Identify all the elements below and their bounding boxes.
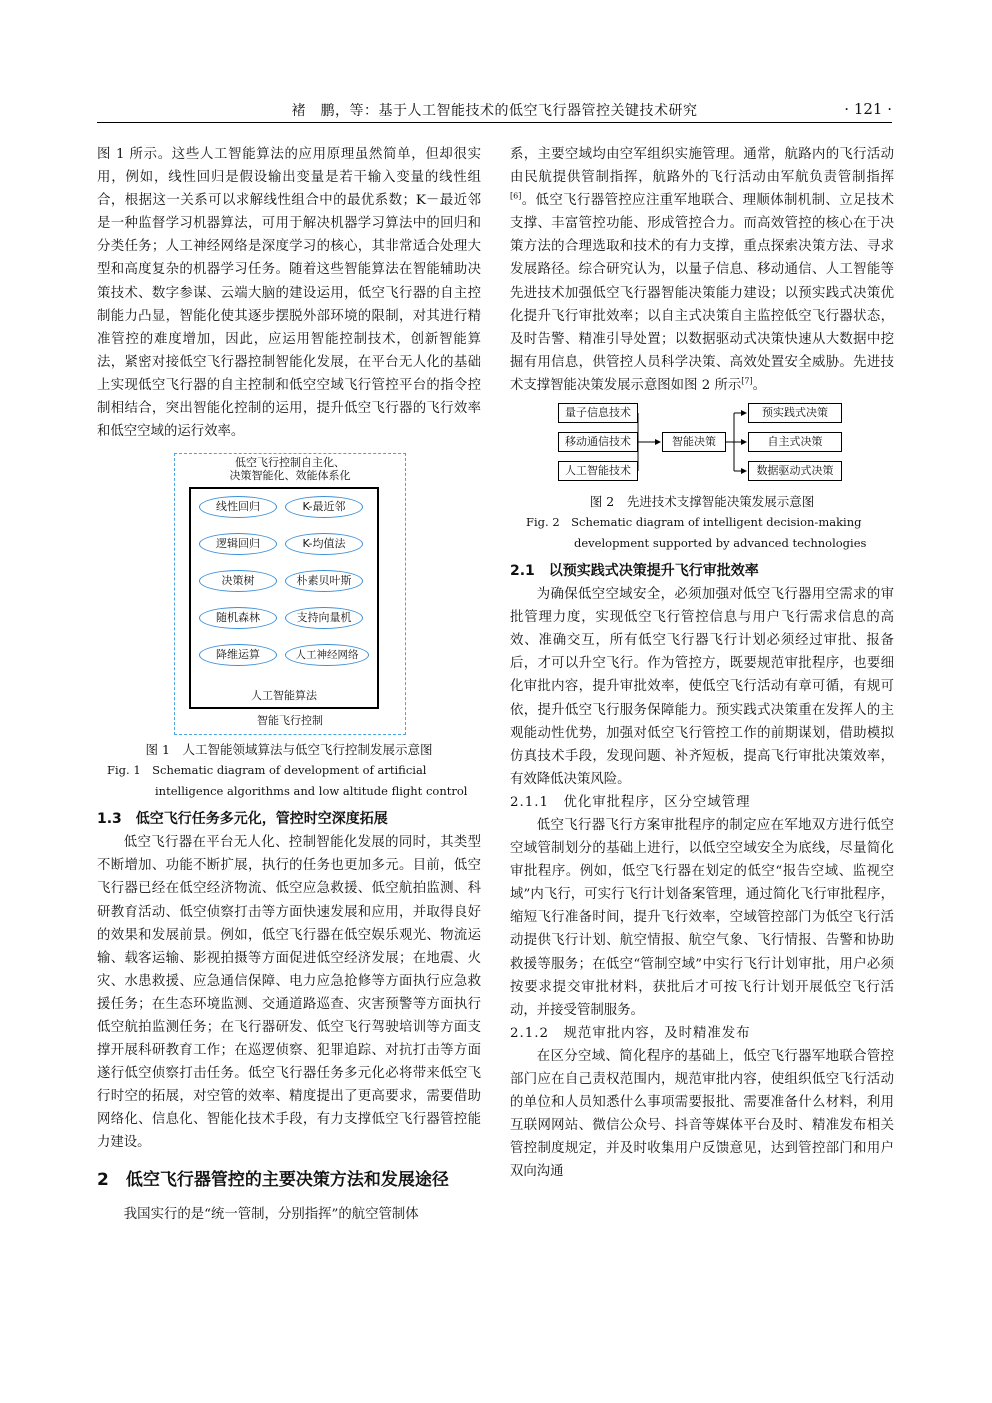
paragraph: 在区分空域、简化程序的基础上，低空飞行器军地联合管控部门应在自己责权范围内，规范审批内容，使组织低空飞行活动的单位和人员知悉什么事项需要报批、需要准备什么材料，利用互联网网站、微信公众号、抖音等媒体平台及时、精准发布相关管控制度规定，并及时收集用户反馈意见，达到管控部门和用户双向沟通 — [510, 1048, 894, 1180]
left-column — [97, 143, 481, 1226]
figure-1-top-label — [175, 456, 405, 482]
algo-kmeans: K-均值法 — [285, 533, 363, 555]
algo-svm: 支持向量机 — [285, 607, 363, 629]
text-run: 。 — [752, 377, 767, 393]
section-heading: 2 低空飞行器管控的主要决策方法和发展途径 — [97, 1169, 449, 1190]
paragraph: 图 1 所示。这些人工智能算法的应用原理虽然简单，但却很实用，例如，线性回归是假设输出变量是若干输入变量的线性组合，根据这一关系可以求解线性组合中的最优系数；K－最近邻是一种监督学习机器算法，可用于解决机器学习算法中的回归和分类任务；人工神经网络是深度学习的核心，其非常适合处理大型和高度复杂的机器学习任务。随着这些智能算法在智能辅助决策技术、数字参谋、云端大脑的建设运用，低空飞行器的自主控制能力凸显，智能化使其逐步摆脱外部环境的限制，对其进行精准管控的难度增加，因此，应运用智能控制技术，创新智能算法，紧密对接低空飞行器控制智能化发展，在平台无人化的基础上实现低空飞行器的自主控制和低空空域飞行管控平台的指令控制相结合，突出智能化控制的运用，提升低空飞行器的飞行效率和低空空域的运行效率。 — [97, 147, 481, 440]
page-number: · 121 · — [844, 100, 892, 118]
algo-neural-network: 人工神经网络 — [285, 644, 369, 666]
algo-dimensionality-reduction: 降维运算 — [199, 644, 277, 666]
algo-knn: K-最近邻 — [285, 496, 363, 518]
figure-1-caption: 图 1 人工智能领域算法与低空飞行控制发展示意图 — [145, 742, 433, 758]
text-run: 。低空飞行器管控应注重军地联合、理顺体制机制、立足技术支撑、丰富管控功能、形成管控合力。而高效管控的核心在于决策方法的合理选取和技术的有力支撑，重点探索决策方法、寻求发展路径。综合研究认为，以量子信息、移动通信、人工智能等先进技术加强低空飞行器智能决策能力建设；以预实践式决策优化提升飞行审批效率；以自主式决策自主监控低空飞行器状态，及时告警、精准引导处置；以数据驱动式决策快速从大数据中挖掘有用信息，供管控人员科学决策、高效处置安全威胁。先进技术支撑智能决策发展示意图如图 2 所示 — [510, 193, 894, 393]
figure-1 — [174, 453, 406, 735]
figure-2 — [558, 403, 842, 485]
data-driven-decision-box: 数据驱动式决策 — [748, 461, 842, 481]
intelligent-flight-control-label: 智能飞行控制 — [257, 714, 323, 728]
paragraph: 我国实行的是“统一管制，分别指挥”的航空管制体 — [123, 1206, 419, 1222]
figure-2-caption-en: Fig. 2 Schematic diagram of intelligent decision-making — [526, 515, 862, 530]
ai-tech-box: 人工智能技术 — [558, 461, 638, 481]
citation[interactable]: [7] — [741, 376, 753, 386]
paragraph: 为确保低空空域安全，必须加强对低空飞行器用空需求的审批管理力度，实现低空飞行管控信息与用户飞行需求信息的高效、准确交互，所有低空飞行器飞行计划必须经过审批、报备后，才可以升空飞行。作为管控方，既要规范审批程序，也要细化审批内容，提升审批效率，使低空飞行活动有章可循，有规可依，提升低空飞行服务保障能力。预实践式决策重在发挥人的主观能动性优势，加强对低空飞行管控工作的前期谋划，借助模拟仿真技术手段，发现问题、补齐短板，提高飞行审批决策效率，有效降低决策风险。 — [510, 587, 894, 787]
algorithm-box — [189, 487, 379, 709]
paragraph: 低空飞行器在平台无人化、控制智能化发展的同时，其类型不断增加、功能不断扩展，执行的任务也更加多元。目前，低空飞行器已经在低空经济物流、低空应急救援、低空航拍监测、科研教育活动、低空侦察打击等方面快速发展和应用，并取得良好的效果和发展前景。例如，低空飞行器在低空娱乐观光、物流运输、载客运输、影视拍摄等方面促进低空经济发展；在地震、火灾、水患救援、应急通信保障、电力应急抢修等方面执行应急救援任务；在生态环境监测、交通道路巡查、灾害预警等方面执行低空航拍监测任务；在飞行器研发、低空飞行驾驶培训等方面支撑开展科研教育工作；在巡逻侦察、犯罪追踪、对抗打击等方面遂行低空侦察打击任务。低空飞行器任务多元化必将带来低空飞行时空的拓展，对空管的效率、精度提出了更高要求，需要借助网络化、信息化、智能化技术手段，有力支撑低空飞行器管控能力建设。 — [97, 835, 481, 1151]
figure-2-caption-en: development supported by advanced technologies — [574, 536, 867, 551]
running-header — [97, 98, 892, 123]
algo-decision-tree: 决策树 — [199, 570, 277, 592]
figure-2-caption: 图 2 先进技术支撑智能决策发展示意图 — [589, 494, 815, 510]
subsection-heading: 2.1.1 优化审批程序，区分空域管理 — [510, 794, 751, 810]
right-column — [510, 143, 894, 1183]
mobile-comm-box: 移动通信技术 — [558, 432, 638, 452]
running-title: 褚 鹏，等：基于人工智能技术的低空飞行器管控关键技术研究 — [291, 103, 698, 119]
algo-linear-regression: 线性回归 — [199, 496, 277, 518]
quantum-info-box: 量子信息技术 — [558, 403, 638, 423]
paragraph — [510, 143, 894, 397]
algo-logistic-regression: 逻辑回归 — [199, 533, 277, 555]
section-heading: 2.1 以预实践式决策提升飞行审批效率 — [510, 563, 759, 580]
intelligent-decision-box: 智能决策 — [662, 432, 726, 452]
algo-naive-bayes: 朴素贝叶斯 — [285, 570, 363, 592]
algo-random-forest: 随机森林 — [199, 607, 277, 629]
autonomous-decision-box: 自主式决策 — [748, 432, 842, 452]
citation[interactable]: [6] — [510, 191, 522, 201]
subsection-heading: 2.1.2 规范审批内容，及时精准发布 — [510, 1025, 751, 1041]
text-run: 系，主要空域均由空军组织实施管理。通常，航路内的飞行活动由民航提供管制指挥，航路外的飞行活动由军航负责管制指挥 — [510, 147, 894, 186]
figure-1-caption-en: intelligence algorithms and low altitude flight control — [155, 784, 468, 799]
figure-1-caption-en: Fig. 1 Schematic diagram of development of artificial — [107, 763, 427, 778]
section-heading: 1.3 低空飞行任务多元化，管控时空深度拓展 — [97, 811, 388, 828]
paragraph: 低空飞行器飞行方案审批程序的制定应在军地双方进行低空空域管制划分的基础上进行，以低空空域安全为底线，尽量简化审批程序。例如，低空飞行器在划定的低空“报告空域、监视空域”内飞行，可实行飞行计划备案管理，通过简化飞行审批程序，缩短飞行准备时间，提升飞行效率，空域管控部门为低空飞行活动提供飞行计划、航空情报、航空气象、飞行情报、告警和协助救援等服务；在低空“管制空域”中实行飞行计划审批，用户必须按要求提交审批材料，获批后才可按飞行计划开展低空飞行活动，并接受管制服务。 — [510, 817, 894, 1018]
figure-1-top-line: 决策智能化、效能体系化 — [229, 469, 351, 483]
ai-algorithms-label: 人工智能算法 — [251, 689, 317, 703]
pre-practice-decision-box: 预实践式决策 — [748, 403, 842, 423]
figure-1-top-line: 低空飞行控制自主化、 — [235, 456, 345, 470]
